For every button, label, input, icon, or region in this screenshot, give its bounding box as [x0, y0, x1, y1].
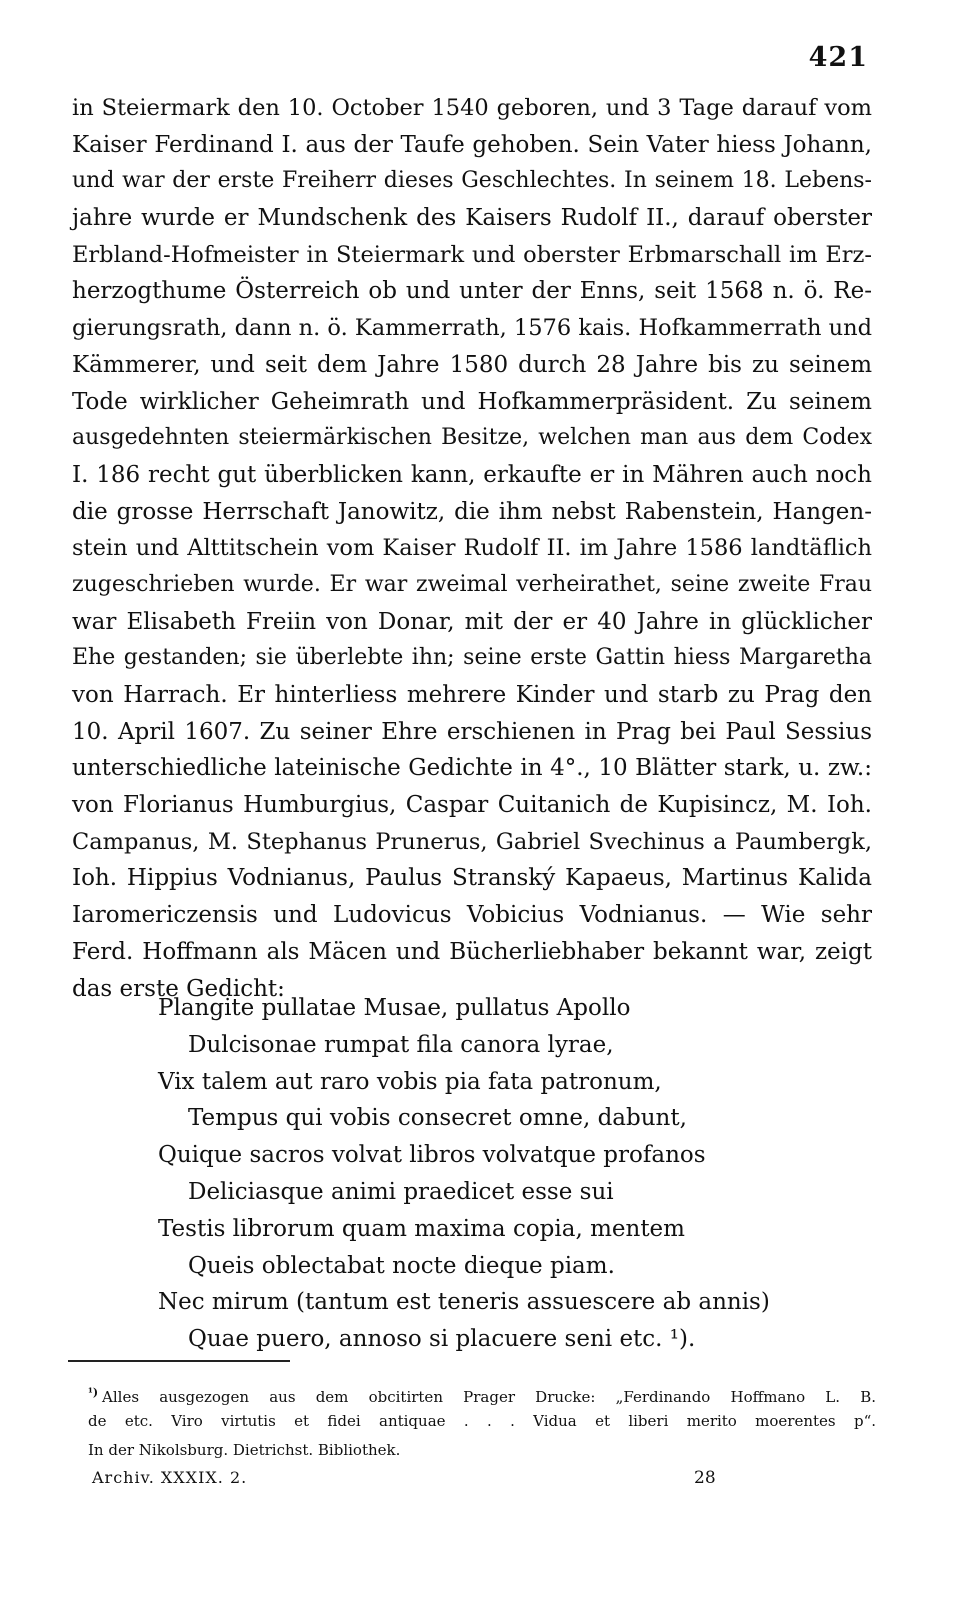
- body-line: jahre wurde er Mundschenk des Kaisers Rudolf II., darauf oberster: [72, 205, 872, 232]
- page-number: 421: [808, 42, 868, 73]
- poem-verse: Quique sacros volvat libros volvatque profanos: [158, 1142, 706, 1169]
- body-line: und war der erste Freiherr dieses Geschlechtes. In seinem 18. Lebens-: [72, 168, 872, 194]
- poem-verse: Nec mirum (tantum est teneris assuescere ab annis): [158, 1289, 770, 1316]
- body-line: ausgedehnten steiermärkischen Besitze, welchen man aus dem Codex: [72, 425, 872, 451]
- body-line: 10. April 1607. Zu seiner Ehre erschienen in Prag bei Paul Sessius: [72, 718, 872, 745]
- body-line: das erste Gedicht:: [72, 975, 285, 1002]
- body-line: I. 186 recht gut überblicken kann, erkaufte er in Mähren auch noch: [72, 461, 872, 488]
- poem-verse: Quae puero, annoso si placuere seni etc. ¹).: [188, 1326, 696, 1353]
- signature-mark: Archiv. XXXIX. 2.: [92, 1468, 248, 1487]
- body-line: herzogthume Österreich ob und unter der Enns, seit 1568 n. ö. Re-: [72, 278, 872, 305]
- footnotes: [88, 1378, 876, 1465]
- sheet-number: 28: [694, 1468, 716, 1488]
- poem-verse: Dulcisonae rumpat fila canora lyrae,: [188, 1031, 614, 1058]
- body-line: gierungsrath, dann n. ö. Kammerrath, 1576 kais. Hofkammerrath und: [72, 315, 872, 342]
- footnote-line: [88, 1378, 876, 1407]
- body-line: Ehe gestanden; sie überlebte ihn; seine erste Gattin hiess Margaretha: [72, 645, 872, 671]
- body-line: Iaromericzensis und Ludovicus Vobicius Vodnianus. — Wie sehr: [72, 902, 872, 929]
- body-line: Kaiser Ferdinand I. aus der Taufe gehoben. Sein Vater hiess Johann,: [72, 131, 872, 158]
- footnote-line: In der Nikolsburg. Dietrichst. Bibliothek.: [88, 1441, 401, 1459]
- poem-verse: Tempus qui vobis consecret omne, dabunt,: [188, 1105, 687, 1132]
- footnote-line: de etc. Viro virtutis et fidei antiquae . . . Vidua et liberi merito moerentes p“.: [88, 1412, 876, 1430]
- body-line: zugeschrieben wurde. Er war zweimal verheirathet, seine zweite Frau: [72, 571, 872, 597]
- body-line: von Florianus Humburgius, Caspar Cuitanich de Kupisincz, M. Ioh.: [72, 792, 872, 819]
- footnote-divider: [68, 1360, 290, 1362]
- footnote-text: Alles ausgezogen aus dem obcitirten Prager Drucke: „Ferdinando Hoffmano L. B.: [102, 1388, 876, 1406]
- body-line: Kämmerer, und seit dem Jahre 1580 durch 28 Jahre bis zu seinem: [72, 351, 872, 378]
- body-line: unterschiedliche lateinische Gedichte in 4°., 10 Blätter stark, u. zw.:: [72, 755, 872, 782]
- poem-verse: Vix talem aut raro vobis pia fata patronum,: [158, 1068, 662, 1095]
- body-line: in Steiermark den 10. October 1540 geboren, und 3 Tage darauf vom: [72, 95, 872, 121]
- poem-verse: Queis oblectabat nocte dieque piam.: [188, 1252, 615, 1279]
- body-line: Erbland-Hofmeister in Steiermark und oberster Erbmarschall im Erz-: [72, 241, 872, 268]
- body-text: [72, 90, 872, 1007]
- body-line: Ioh. Hippius Vodnianus, Paulus Stranský Kapaeus, Martinus Kalida: [72, 865, 872, 892]
- poem-verse: Plangite pullatae Musae, pullatus Apollo: [158, 995, 631, 1021]
- body-line: die grosse Herrschaft Janowitz, die ihm nebst Rabenstein, Hangen-: [72, 498, 872, 525]
- body-line: stein und Alttitschein vom Kaiser Rudolf II. im Jahre 1586 landtäflich: [72, 535, 872, 562]
- footnote-mark: ¹): [88, 1386, 99, 1399]
- poem-verse: Deliciasque animi praedicet esse sui: [188, 1178, 614, 1205]
- body-line: war Elisabeth Freiin von Donar, mit der er 40 Jahre in glücklicher: [72, 608, 872, 635]
- body-line: Campanus, M. Stephanus Prunerus, Gabriel Svechinus a Paumbergk,: [72, 828, 872, 855]
- body-line: von Harrach. Er hinterliess mehrere Kinder und starb zu Prag den: [72, 682, 872, 708]
- body-line: Ferd. Hoffmann als Mäcen und Bücherliebhaber bekannt war, zeigt: [72, 938, 872, 965]
- poem-verse: Testis librorum quam maxima copia, mentem: [158, 1215, 685, 1242]
- body-line: Tode wirklicher Geheimrath und Hofkammerpräsident. Zu seinem: [72, 388, 872, 415]
- poem: [158, 990, 778, 1358]
